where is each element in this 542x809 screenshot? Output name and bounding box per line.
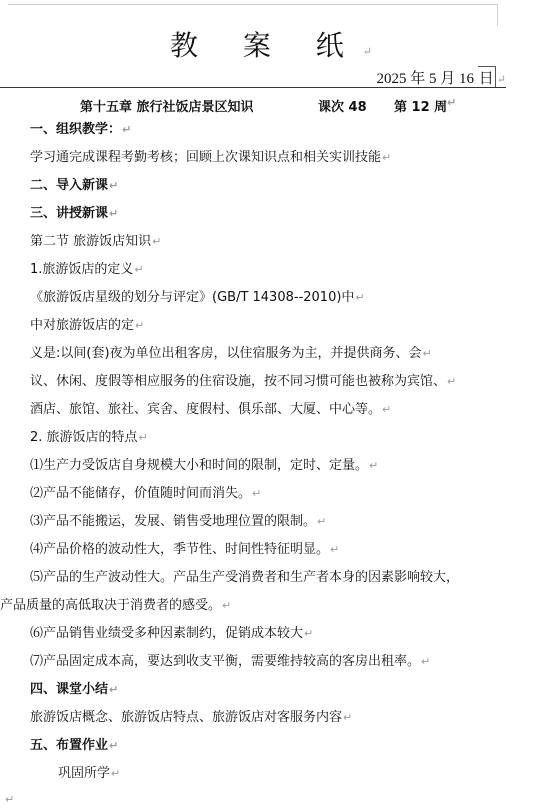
text-line: ⑸产品的生产波动性大。产品生产受消费者和生产者本身的因素影响较大， xyxy=(30,570,460,585)
section-heading-5: 五、布置作业↵ xyxy=(30,738,119,753)
text-line: 2. 旅游饭店的特点↵ xyxy=(30,430,148,445)
section-heading-4: 四、课堂小结↵ xyxy=(30,682,119,697)
text-line: 义是:以间(套)夜为单位出租客房，以住宿服务为主，并提供商务、会↵ xyxy=(30,346,432,361)
page-corner-right xyxy=(497,4,498,26)
section-heading-2: 二、导入新课↵ xyxy=(30,178,119,193)
section-heading-3: 三、讲授新课↵ xyxy=(30,206,119,221)
text-line: 第二节 旅游饭店知识↵ xyxy=(30,234,162,249)
chapter-title: 第十五章 旅行社饭店景区知识 xyxy=(80,100,254,115)
text-line: 《旅游饭店星级的划分与评定》(GB/T 14308--2010)中↵ xyxy=(30,290,365,305)
date-line: 2025 年 5 月 16 日 ↵ xyxy=(377,66,507,88)
text-line: 中对旅游饭店的定↵ xyxy=(30,318,145,333)
text-line: ⑺产品固定成本高，要达到收支平衡，需要维持较高的客房出租率。↵ xyxy=(30,654,431,669)
text-line: 1.旅游饭店的定义↵ xyxy=(30,262,144,277)
text-line: 议、休闲、度假等相应服务的住宿设施，按不同习惯可能也被称为宾馆、↵ xyxy=(30,374,457,389)
text-line: 学习通完成课程考勤考核；回顾上次课知识点和相关实训技能↵ xyxy=(30,150,392,165)
text-line: 酒店、旅馆、旅社、宾舍、度假村、俱乐部、大厦、中心等。↵ xyxy=(30,402,392,417)
text-line: 产品质量的高低取决于消费者的感受。↵ xyxy=(0,598,232,613)
week-number: 第 12 周 xyxy=(394,100,448,115)
page-corner-top xyxy=(8,4,498,5)
header-rule xyxy=(0,87,506,88)
lesson-number: 课次 48 xyxy=(318,100,367,115)
text-line: ⑵产品不能储存，价值随时间而消失。↵ xyxy=(30,486,262,501)
text-line: 巩固所学↵ xyxy=(58,766,121,781)
text-line: ⑴生产力受饭店自身规模大小和时间的限制，定时、定量。↵ xyxy=(30,458,379,473)
text-line: 旅游饭店概念、旅游饭店特点、旅游饭店对客服务内容↵ xyxy=(30,710,353,725)
date-day: 日 xyxy=(478,66,496,88)
paragraph-mark: ↵ xyxy=(5,793,15,806)
text-line: ⑶产品不能搬运，发展、销售受地理位置的限制。↵ xyxy=(30,514,327,529)
document-title: 教 案 纸↵ xyxy=(169,29,373,62)
section-heading-1: 一、组织教学：↵ xyxy=(30,122,132,137)
text-line: ⑹产品销售业绩受多种因素制约，促销成本较大↵ xyxy=(30,626,314,641)
text-line: ⑷产品价格的波动性大，季节性、时间性特征明显。↵ xyxy=(30,542,340,557)
